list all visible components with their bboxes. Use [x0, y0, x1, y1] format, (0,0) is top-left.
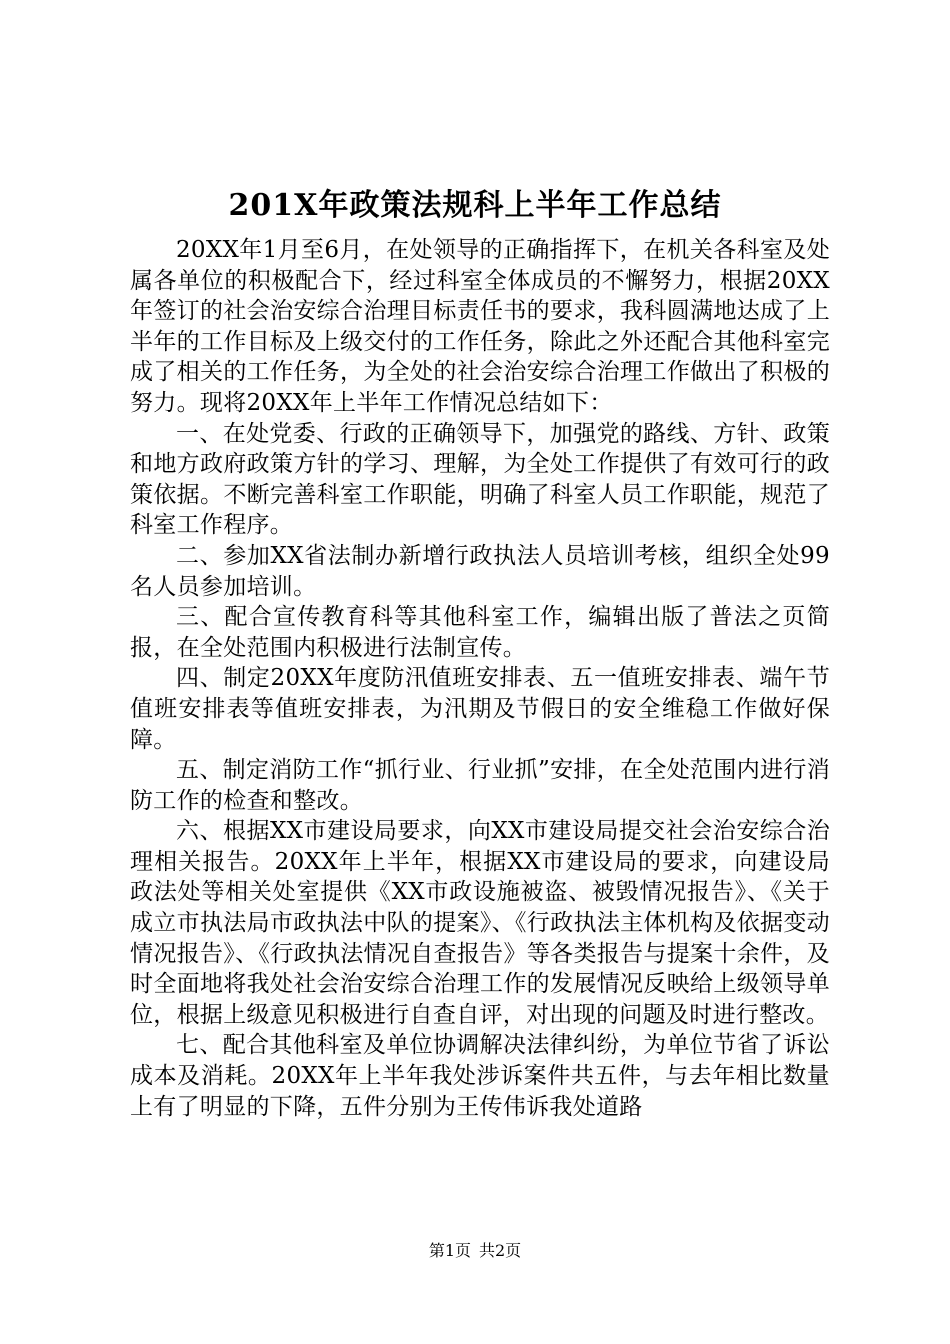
page-number: 第1页	[428, 1241, 471, 1260]
paragraph-item-1: 一、在处党委、行政的正确领导下，加强党的路线、方针、政策和地方政府政策方针的学习、理解，为全处工作提供了有效可行的政策依据。不断完善科室工作职能，明确了科室人员工作职能，规范了科室工作程序。	[130, 420, 830, 539]
document-title: 201X年政策法规科上半年工作总结	[228, 188, 722, 223]
paragraph-item-3: 三、配合宣传教育科等其他科室工作，编辑出版了普法之页简报，在全处范围内积极进行法制宣传。	[130, 604, 830, 661]
paragraph-item-7: 七、配合其他科室及单位协调解决法律纠纷，为单位节省了诉讼成本及消耗。20XX年上半年我处涉诉案件共五件，与去年相比数量上有了明显的下降，五件分别为王传伟诉我处道路	[130, 1032, 830, 1120]
paragraph-item-6: 六、根据XX市建设局要求，向XX市建设局提交社会治安综合治理相关报告。20XX年上半年，根据XX市建设局的要求，向建设局政法处等相关处室提供《XX市政设施被盗、被毁情况报告》、《关于成立市执法局市政执法中队的提案》、《行政执法主体机构及依据变动情况报告》、《行政执法情况自查报告》等各类报告与提案十余件，及时全面地将我处社会治安综合治理工作的发展情况反映给上级领导单位，根据上级意见积极进行自查自评，对出现的问题及时进行整改。	[130, 818, 830, 1028]
document-body	[130, 235, 830, 1122]
paragraph-item-2: 二、参加XX省法制办新增行政执法人员培训考核，组织全处99名人员参加培训。	[130, 542, 830, 600]
page-total: 共2页	[479, 1241, 522, 1260]
paragraph-intro: 20XX年1月至6月，在处领导的正确指挥下，在机关各科室及处属各单位的积极配合下，经过科室全体成员的不懈努力，根据20XX年签订的社会治安综合治理目标责任书的要求，我科圆满地达成了上半年的工作目标及上级交付的工作任务，除此之外还配合其他科室完成了相关的工作任务，为全处的社会治安综合治理工作做出了积极的努力。现将20XX年上半年工作情况总结如下：	[130, 237, 830, 416]
paragraph-item-5: 五、制定消防工作“抓行业、行业抓”安排，在全处范围内进行消防工作的检查和整改。	[130, 757, 830, 814]
page-footer	[0, 1240, 950, 1262]
paragraph-item-4: 四、制定20XX年度防汛值班安排表、五一值班安排表、端午节值班安排表等值班安排表，为汛期及节假日的安全维稳工作做好保障。	[130, 665, 830, 753]
